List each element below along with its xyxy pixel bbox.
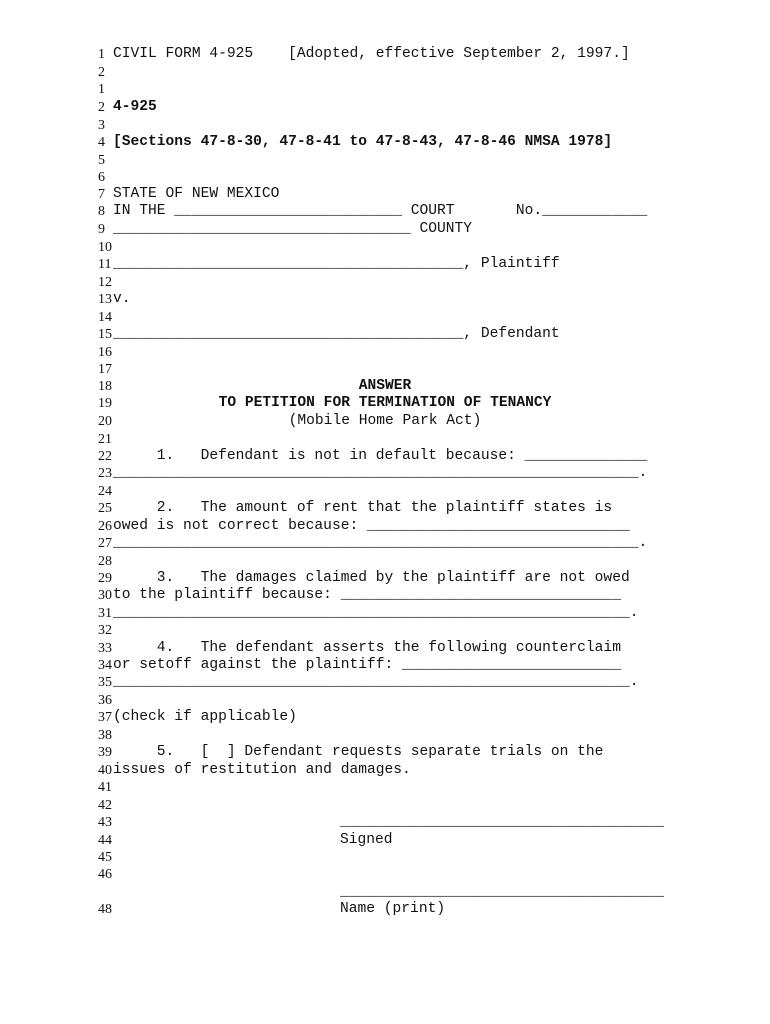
signed-label: Signed xyxy=(340,832,393,848)
line-number: 7 xyxy=(98,187,105,202)
paragraph-5-line-2: issues of restitution and damages. xyxy=(113,762,411,778)
line-number: 22 xyxy=(98,449,112,464)
name-print-line[interactable]: _____________________________________ xyxy=(340,884,665,900)
line-number: 36 xyxy=(98,693,112,708)
line-number: 35 xyxy=(98,675,112,690)
line-number: 25 xyxy=(98,501,112,516)
line-number: 8 xyxy=(98,204,105,219)
line-number: 18 xyxy=(98,379,112,394)
line-number: 2 xyxy=(98,100,105,115)
state-heading: STATE OF NEW MEXICO xyxy=(113,186,280,202)
line-number: 15 xyxy=(98,327,112,342)
line-number: 37 xyxy=(98,710,112,725)
line-number: 21 xyxy=(98,432,112,447)
document-title: ANSWER xyxy=(358,378,412,394)
line-number: 12 xyxy=(98,275,112,290)
line-number: 32 xyxy=(98,623,112,638)
line-number: 27 xyxy=(98,536,112,551)
line-number: 43 xyxy=(98,815,112,830)
paragraph-2-line-2[interactable]: owed is not correct because: ______________________________ xyxy=(113,518,630,534)
statute-sections: [Sections 47-8-30, 47-8-41 to 47-8-43, 47-8-46 NMSA 1978] xyxy=(113,134,613,150)
line-number: 6 xyxy=(98,170,105,185)
line-number: 3 xyxy=(98,118,105,133)
line-number: 14 xyxy=(98,310,112,325)
paragraph-4-line-2[interactable]: or setoff against the plaintiff: _________________________ xyxy=(113,657,621,673)
plaintiff-line[interactable]: ________________________________________, Plaintiff xyxy=(113,256,560,272)
line-number: 4 xyxy=(98,135,105,150)
paragraph-2-line-1: 2. The amount of rent that the plaintiff states is xyxy=(113,500,613,516)
line-number: 45 xyxy=(98,850,112,865)
line-number: 38 xyxy=(98,728,112,743)
separate-trials-checkbox-line[interactable]: 5. [ ] Defendant requests separate trials on the xyxy=(113,744,604,760)
line-number: 30 xyxy=(98,588,112,603)
signature-line[interactable]: _____________________________________ xyxy=(340,814,665,830)
line-number: 13 xyxy=(98,292,112,307)
line-number: 2 xyxy=(98,65,105,80)
line-number: 26 xyxy=(98,519,112,534)
line-number: 44 xyxy=(98,833,112,848)
line-number: 19 xyxy=(98,396,112,411)
line-number: 1 xyxy=(98,82,105,97)
line-number: 1 xyxy=(98,47,105,62)
line-number: 24 xyxy=(98,484,112,499)
line-number: 23 xyxy=(98,466,112,481)
paragraph-3-line-3[interactable]: ___________________________________________________________. xyxy=(113,605,639,621)
document-act: (Mobile Home Park Act) xyxy=(288,413,482,429)
name-print-label: Name (print) xyxy=(340,901,446,917)
paragraph-1-line-1[interactable]: 1. Defendant is not in default because: ______________ xyxy=(113,448,648,464)
paragraph-3-line-2[interactable]: to the plaintiff because: ________________________________ xyxy=(113,587,621,603)
paragraph-3-line-1: 3. The damages claimed by the plaintiff are not owed xyxy=(113,570,630,586)
line-number: 41 xyxy=(98,780,112,795)
document-subtitle: TO PETITION FOR TERMINATION OF TENANCY xyxy=(218,395,552,411)
line-number: 39 xyxy=(98,745,112,760)
form-header: CIVIL FORM 4-925 [Adopted, effective September 2, 1997.] xyxy=(113,46,630,62)
line-number: 10 xyxy=(98,240,112,255)
paragraph-1-line-2[interactable]: ____________________________________________________________. xyxy=(113,465,648,481)
line-number-48 xyxy=(98,901,114,918)
line-number: 33 xyxy=(98,641,112,656)
line-number: 17 xyxy=(98,362,112,377)
paragraph-4-line-3[interactable]: ___________________________________________________________. xyxy=(113,674,639,690)
court-line[interactable]: IN THE __________________________ COURT No.____________ xyxy=(113,203,648,219)
form-number: 4-925 xyxy=(113,99,157,115)
defendant-line[interactable]: ________________________________________, Defendant xyxy=(113,326,560,342)
line-number: 28 xyxy=(98,554,112,569)
line-number: 20 xyxy=(98,414,112,429)
versus-label: v. xyxy=(113,291,131,307)
check-note: (check if applicable) xyxy=(113,709,297,725)
line-number: 40 xyxy=(98,763,112,778)
line-number: 34 xyxy=(98,658,112,673)
paragraph-2-line-3[interactable]: ____________________________________________________________. xyxy=(113,535,648,551)
line-number: 11 xyxy=(98,257,112,272)
line-number: 16 xyxy=(98,345,112,360)
line-number: 9 xyxy=(98,222,105,237)
county-line[interactable]: __________________________________ COUNTY xyxy=(113,221,473,237)
line-number: 29 xyxy=(98,571,112,586)
line-number: 5 xyxy=(98,153,105,168)
line-number: 46 xyxy=(98,867,112,882)
paragraph-4-line-1: 4. The defendant asserts the following counterclaim xyxy=(113,640,621,656)
line-number: 42 xyxy=(98,798,112,813)
line-number-48-text: 48 xyxy=(98,902,112,917)
line-number: 31 xyxy=(98,606,112,621)
